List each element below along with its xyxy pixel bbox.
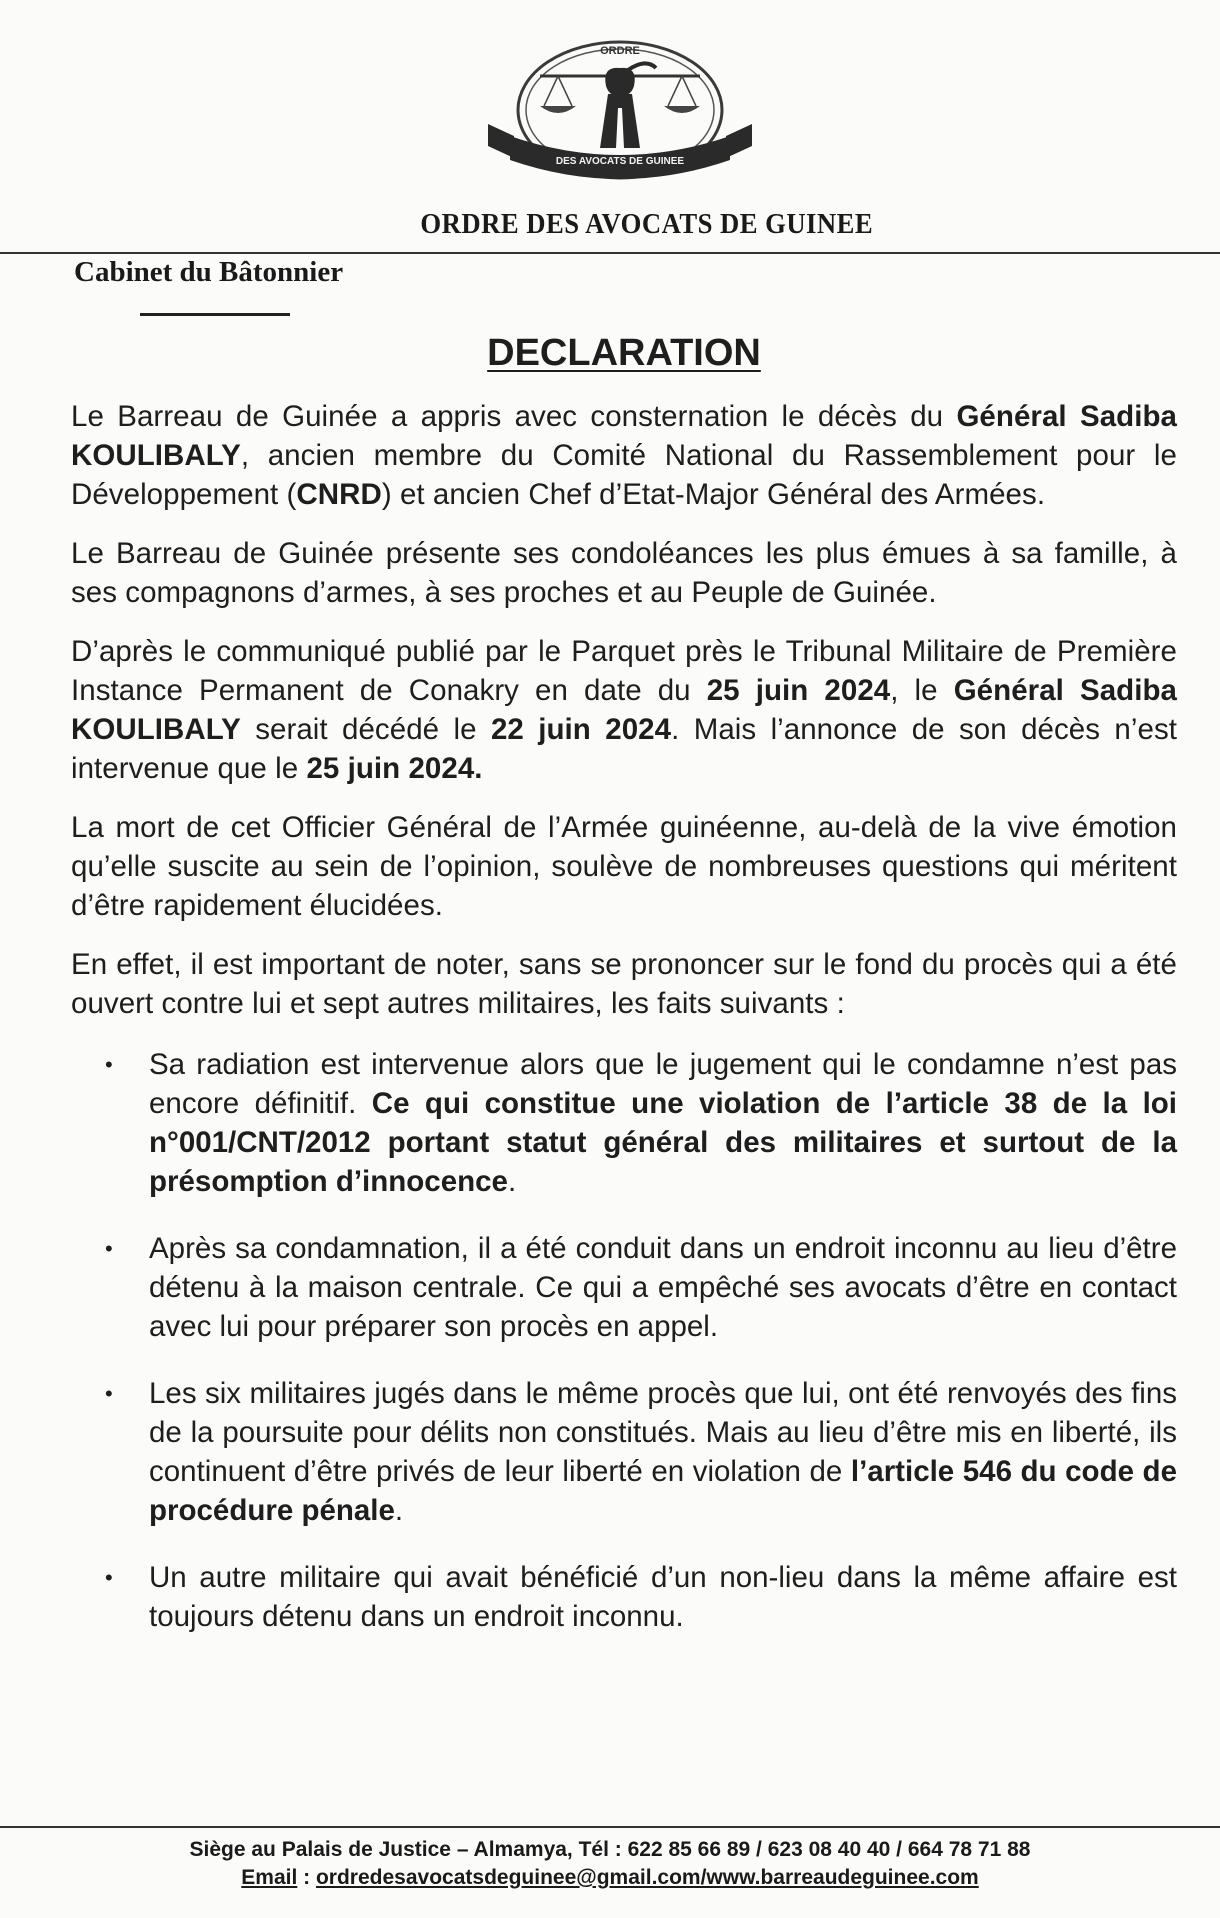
footer-address: Siège au Palais de Justice – Almamya, Tél : 622 85 66 89 / 623 08 40 40 / 664 78 71 88 bbox=[189, 1838, 1031, 1861]
paragraph-3 bbox=[71, 632, 1177, 788]
b1-bold-text: Ce qui constitue une violation de l’article 38 de la loi n°001/CNT/2012 portant statut général des militaires et surtout de la présomption d’innocence bbox=[149, 1087, 1177, 1198]
p3-text-c: , le bbox=[890, 674, 954, 707]
b2-text: Après sa condamnation, il a été conduit dans un endroit inconnu au lieu d’être détenu à la maison centrale. Ce qui a empêché ses avocats d’être en contact avec lui pour préparer son procès en appel. bbox=[149, 1232, 1177, 1343]
footer-email-label: Email bbox=[241, 1866, 298, 1889]
document-title bbox=[0, 332, 1220, 375]
b3-bold-text: l’article 546 du code de procédure pénale bbox=[149, 1455, 1177, 1527]
b1-text-c: . bbox=[507, 1165, 517, 1198]
facts-list bbox=[71, 1045, 1177, 1636]
b1-text-a: Sa radiation est intervenue alors que le jugement qui le condamne n’est pas encore définitif. bbox=[149, 1048, 1177, 1120]
footer-contact bbox=[0, 1864, 1220, 1892]
bullet-icon: • bbox=[105, 1565, 113, 1590]
paragraph-5: En effet, il est important de noter, sans se prononcer sur le fond du procès qui a été ouvert contre lui et sept autres militaires, les faits suivants : bbox=[71, 948, 1177, 1020]
p3-text-a: D’après le communiqué publié par le Parquet près le Tribunal Militaire de Première Instance Permanent de Conakry en date du bbox=[71, 635, 1177, 707]
organization-title: ORDRE DES AVOCATS DE GUINEE bbox=[420, 208, 874, 240]
footer bbox=[0, 1836, 1220, 1892]
footer-email-link[interactable]: ordredesavocatsdeguinee@gmail.com/www.barreaudeguinee.com bbox=[315, 1866, 979, 1889]
header-divider bbox=[0, 252, 1220, 254]
p3-bold-name: Général Sadiba KOULIBALY bbox=[71, 674, 1177, 746]
list-item bbox=[71, 1229, 1177, 1346]
p3-bold-date-2: 22 juin 2024 bbox=[490, 713, 672, 746]
paragraph-4: La mort de cet Officier Général de l’Armée guinéenne, au-delà de la vive émotion qu’elle suscite au sein de l’opinion, soulève de nombreuses questions qui méritent d’être rapidement élucidées. bbox=[71, 811, 1177, 922]
p1-bold-name: Général Sadiba KOULIBALY bbox=[71, 400, 1177, 472]
document-body bbox=[71, 397, 1177, 1664]
paragraph-1 bbox=[71, 397, 1177, 514]
p3-bold-date-1: 25 juin 2024 bbox=[706, 674, 891, 707]
list-item bbox=[71, 1374, 1177, 1530]
b3-text-a: Les six militaires jugés dans le même procès que lui, ont été renvoyés des fins de la poursuite pour délits non constitués. Mais au lieu d’être mis en liberté, ils continuent d’être privés de leur liberté en violation de bbox=[149, 1377, 1177, 1488]
footer-divider bbox=[0, 1826, 1220, 1828]
bar-association-logo bbox=[470, 28, 760, 198]
logo-band-text: DES AVOCATS DE GUINEE bbox=[555, 156, 685, 167]
paragraph-2: Le Barreau de Guinée présente ses condoléances les plus émues à sa famille, à ses compagnons d’armes, à ses proches et au Peuple de Guinée. bbox=[71, 537, 1177, 609]
footer-email-separator: : bbox=[297, 1866, 316, 1889]
cabinet-heading: Cabinet du Bâtonnier bbox=[74, 256, 344, 288]
list-item bbox=[71, 1045, 1177, 1201]
p3-text-e: serait décédé le bbox=[240, 713, 491, 746]
p1-text-a: Le Barreau de Guinée a appris avec consternation le décès du bbox=[71, 400, 957, 433]
p1-text-c: , ancien membre du Comité National du Rassemblement pour le Développement ( bbox=[71, 439, 1177, 511]
list-item bbox=[71, 1558, 1177, 1636]
p3-text-g: . Mais l’annonce de son décès n’est intervenue que le bbox=[71, 713, 1177, 785]
logo-top-text: ORDRE bbox=[600, 45, 640, 57]
p1-bold-cnrd: CNRD bbox=[296, 478, 382, 511]
bullet-icon: • bbox=[105, 1052, 113, 1077]
p1-text-e: ) et ancien Chef d’Etat-Major Général des Armées. bbox=[381, 478, 1046, 511]
b4-text: Un autre militaire qui avait bénéficié d’un non-lieu dans la même affaire est toujours détenu dans un endroit inconnu. bbox=[149, 1561, 1177, 1633]
cabinet-underline bbox=[140, 313, 290, 316]
p3-bold-date-3: 25 juin 2024. bbox=[306, 752, 483, 785]
bullet-icon: • bbox=[105, 1236, 113, 1261]
bullet-icon: • bbox=[105, 1381, 113, 1406]
b3-text-c: . bbox=[394, 1494, 404, 1527]
document-title-text: DECLARATION bbox=[487, 332, 761, 374]
